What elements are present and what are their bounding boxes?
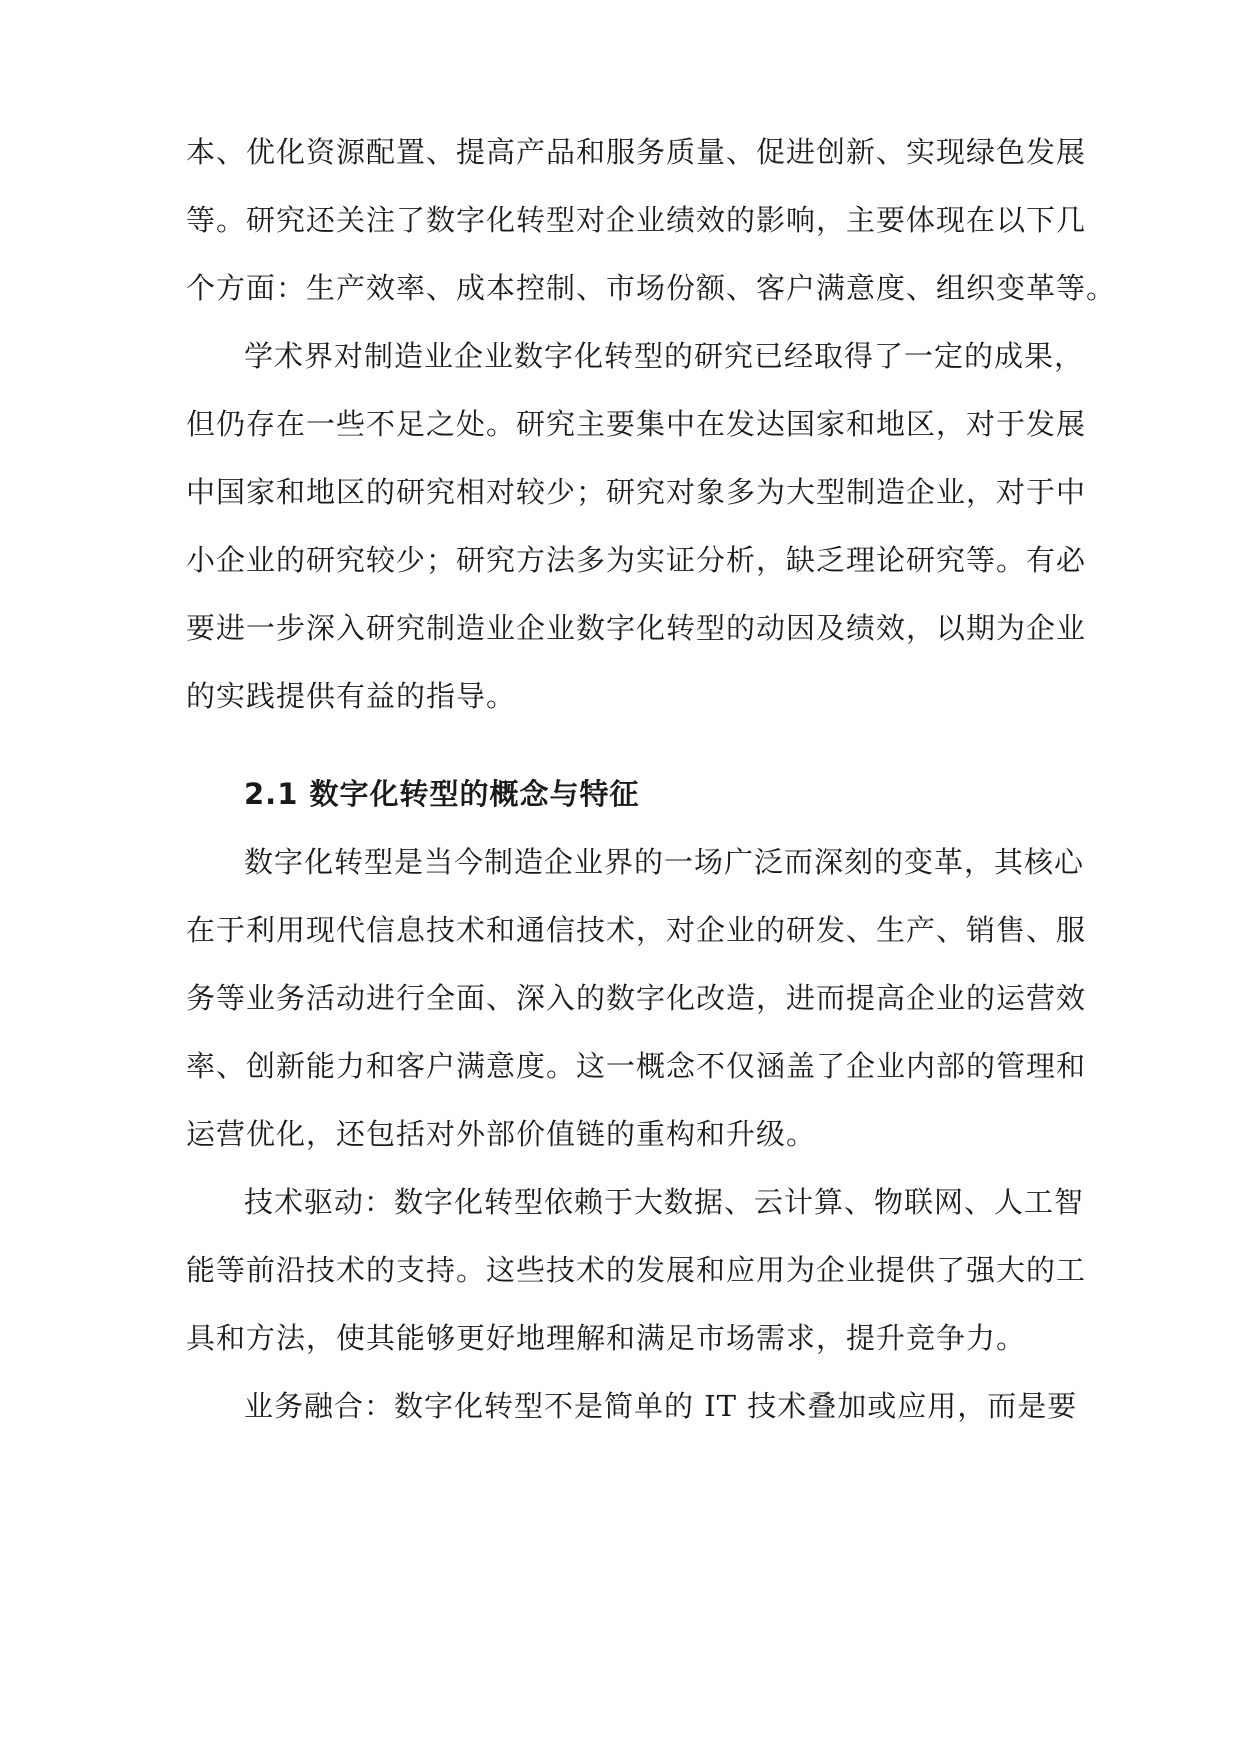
paragraph-line: 务等业务活动进行全面、深入的数字化改造，进而提高企业的运营效: [186, 981, 1087, 1015]
paragraph-line: 运营优化，还包括对外部价值链的重构和升级。: [186, 1117, 817, 1151]
paragraph-line: 个方面：生产效率、成本控制、市场份额、客户满意度、组织变革等。: [186, 271, 1117, 305]
paragraph-line: 数字化转型是当今制造企业界的一场广泛而深刻的变革，其核心: [244, 845, 1085, 879]
paragraph-line: 本、优化资源配置、提高产品和服务质量、促进创新、实现绿色发展: [186, 135, 1087, 169]
paragraph-line: 率、创新能力和客户满意度。这一概念不仅涵盖了企业内部的管理和: [186, 1049, 1087, 1083]
paragraph-line: 中国家和地区的研究相对较少；研究对象多为大型制造企业，对于中: [186, 475, 1087, 509]
paragraph-line: 技术驱动：数字化转型依赖于大数据、云计算、物联网、人工智: [244, 1185, 1085, 1219]
paragraph-line: 能等前沿技术的支持。这些技术的发展和应用为企业提供了强大的工: [186, 1253, 1087, 1287]
paragraph-line: 学术界对制造业企业数字化转型的研究已经取得了一定的成果，: [244, 339, 1085, 373]
paragraph-line: 的实践提供有益的指导。: [186, 679, 517, 713]
paragraph-line: 业务融合：数字化转型不是简单的 IT 技术叠加或应用，而是要: [244, 1389, 1078, 1423]
paragraph-line: 小企业的研究较少；研究方法多为实证分析，缺乏理论研究等。有必: [186, 543, 1087, 577]
section-heading: 2.1 数字化转型的概念与特征: [244, 777, 640, 811]
paragraph-line: 在于利用现代信息技术和通信技术，对企业的研发、生产、销售、服: [186, 913, 1087, 947]
paragraph-line: 等。研究还关注了数字化转型对企业绩效的影响，主要体现在以下几: [186, 203, 1087, 237]
paragraph-line: 具和方法，使其能够更好地理解和满足市场需求，提升竞争力。: [186, 1321, 1027, 1355]
paragraph-line: 但仍存在一些不足之处。研究主要集中在发达国家和地区，对于发展: [186, 407, 1087, 441]
paragraph-line: 要进一步深入研究制造业企业数字化转型的动因及绩效，以期为企业: [186, 611, 1087, 645]
